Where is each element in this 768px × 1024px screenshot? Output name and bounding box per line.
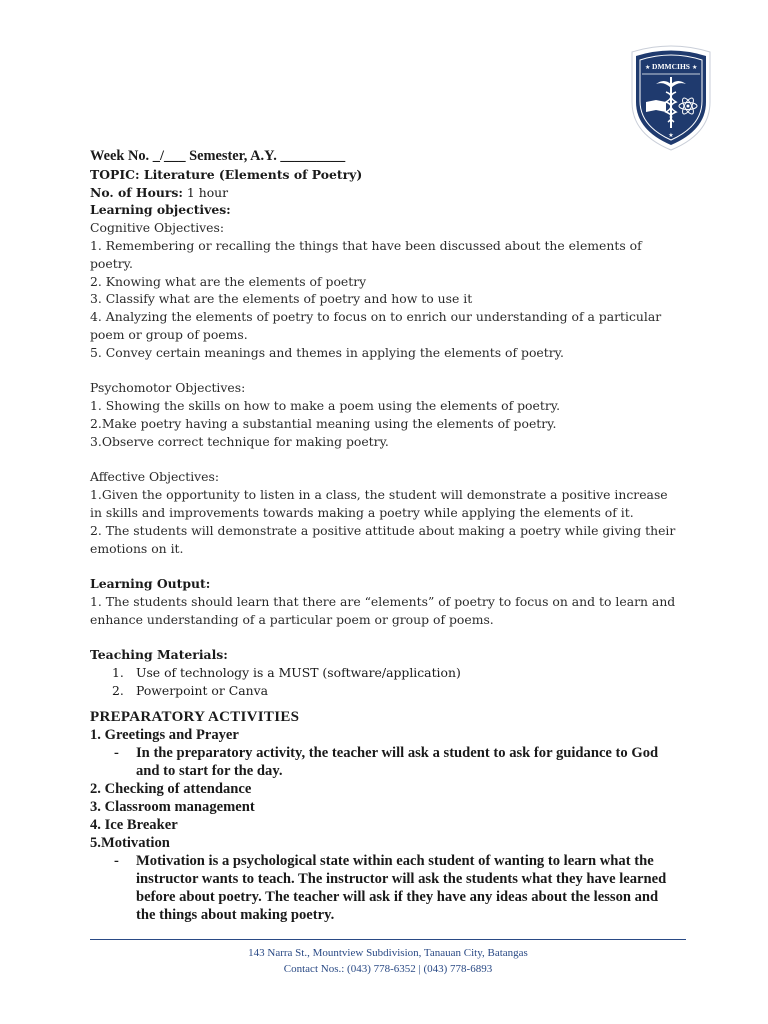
footer-contact: Contact Nos.: (043) 778-6352 | (043) 778-6893 [283,962,493,975]
teaching-materials-list [90,664,680,700]
school-crest-logo [626,44,716,152]
psychomotor-item: 2.Make poetry having a substantial meaning using the elements of poetry. [90,415,557,431]
hours-label: No. of Hours: [90,184,183,200]
psychomotor-item: 1. Showing the skills on how to make a poem using the elements of poetry. [90,398,561,414]
learning-output-heading: Learning Output: [90,576,211,592]
svg-text:DMMCIHS: DMMCIHS [652,62,690,71]
svg-text:★: ★ [668,132,674,139]
attendance-item: 2. Checking of attendance [90,780,252,797]
cognitive-item: 1. Remembering or recalling the things that have been discussed about the elements of poetry. [90,237,642,271]
greetings-note: - In the preparatory activity, the teacher will ask a student to ask for guidance to God and to start for the day. [114,744,659,779]
list-item: 1. Use of technology is a MUST (software/application) [112,665,461,681]
footer [90,946,686,977]
icebreaker-item: 4. Ice Breaker [90,816,178,833]
greetings-item: 1. Greetings and Prayer [90,726,239,743]
classroom-item: 3. Classroom management [90,798,255,815]
hours-value: 1 hour [182,184,229,200]
preparatory-activities [90,708,680,924]
cognitive-item: 4. Analyzing the elements of poetry to focus on to enrich our understanding of a particular poem or group of poems. [90,309,662,342]
list-item: 2. Powerpoint or Canva [112,682,268,698]
cognitive-item: 3. Classify what are the elements of poetry and how to use it [90,291,473,307]
lesson-plan-body [90,148,680,924]
affective-item: 2. The students will demonstrate a positive attitude about making a poetry while giving their emotions on it. [90,522,676,556]
hours-line [90,184,680,202]
svg-text:★: ★ [692,64,698,71]
cognitive-item: 2. Knowing what are the elements of poetry [90,273,367,289]
learning-objectives-heading: Learning objectives: [90,202,231,218]
learning-output-text: 1. The students should learn that there are “elements” of poetry to focus on and to learn and enhance understanding of a particular poem or group of poems. [90,593,676,627]
cognitive-heading: Cognitive Objectives: [90,220,225,236]
week-line: Week No. _/___ Semester, A.Y. _________ [90,148,346,164]
teaching-materials-heading: Teaching Materials: [90,647,228,663]
cognitive-item: 5. Convey certain meanings and themes in applying the elements of poetry. [90,344,564,360]
affective-heading: Affective Objectives: [90,469,220,485]
footer-address: 143 Narra St., Mountview Subdivision, Tanauan City, Batangas [248,947,528,959]
affective-item: 1.Given the opportunity to listen in a class, the student will demonstrate a positive increase in skills and improvements towards making a poetry while applying the elements of it. [90,487,668,520]
svg-text:★: ★ [645,64,651,71]
preparatory-heading: PREPARATORY ACTIVITIES [90,708,300,725]
topic-line: TOPIC: Literature (Elements of Poetry) [90,166,363,182]
footer-divider [90,939,686,940]
psychomotor-item: 3.Observe correct technique for making poetry. [90,433,389,449]
psychomotor-heading: Psychomotor Objectives: [90,380,246,396]
motivation-item: 5.Motivation [90,834,170,851]
motivation-note: - Motivation is a psychological state within each student of wanting to learn what the instructor wants to teach. The instructor will ask the students what they have learned before about poetry. The teacher will ask if they have any ideas about the lesson and the things about making poetry. [114,852,667,923]
